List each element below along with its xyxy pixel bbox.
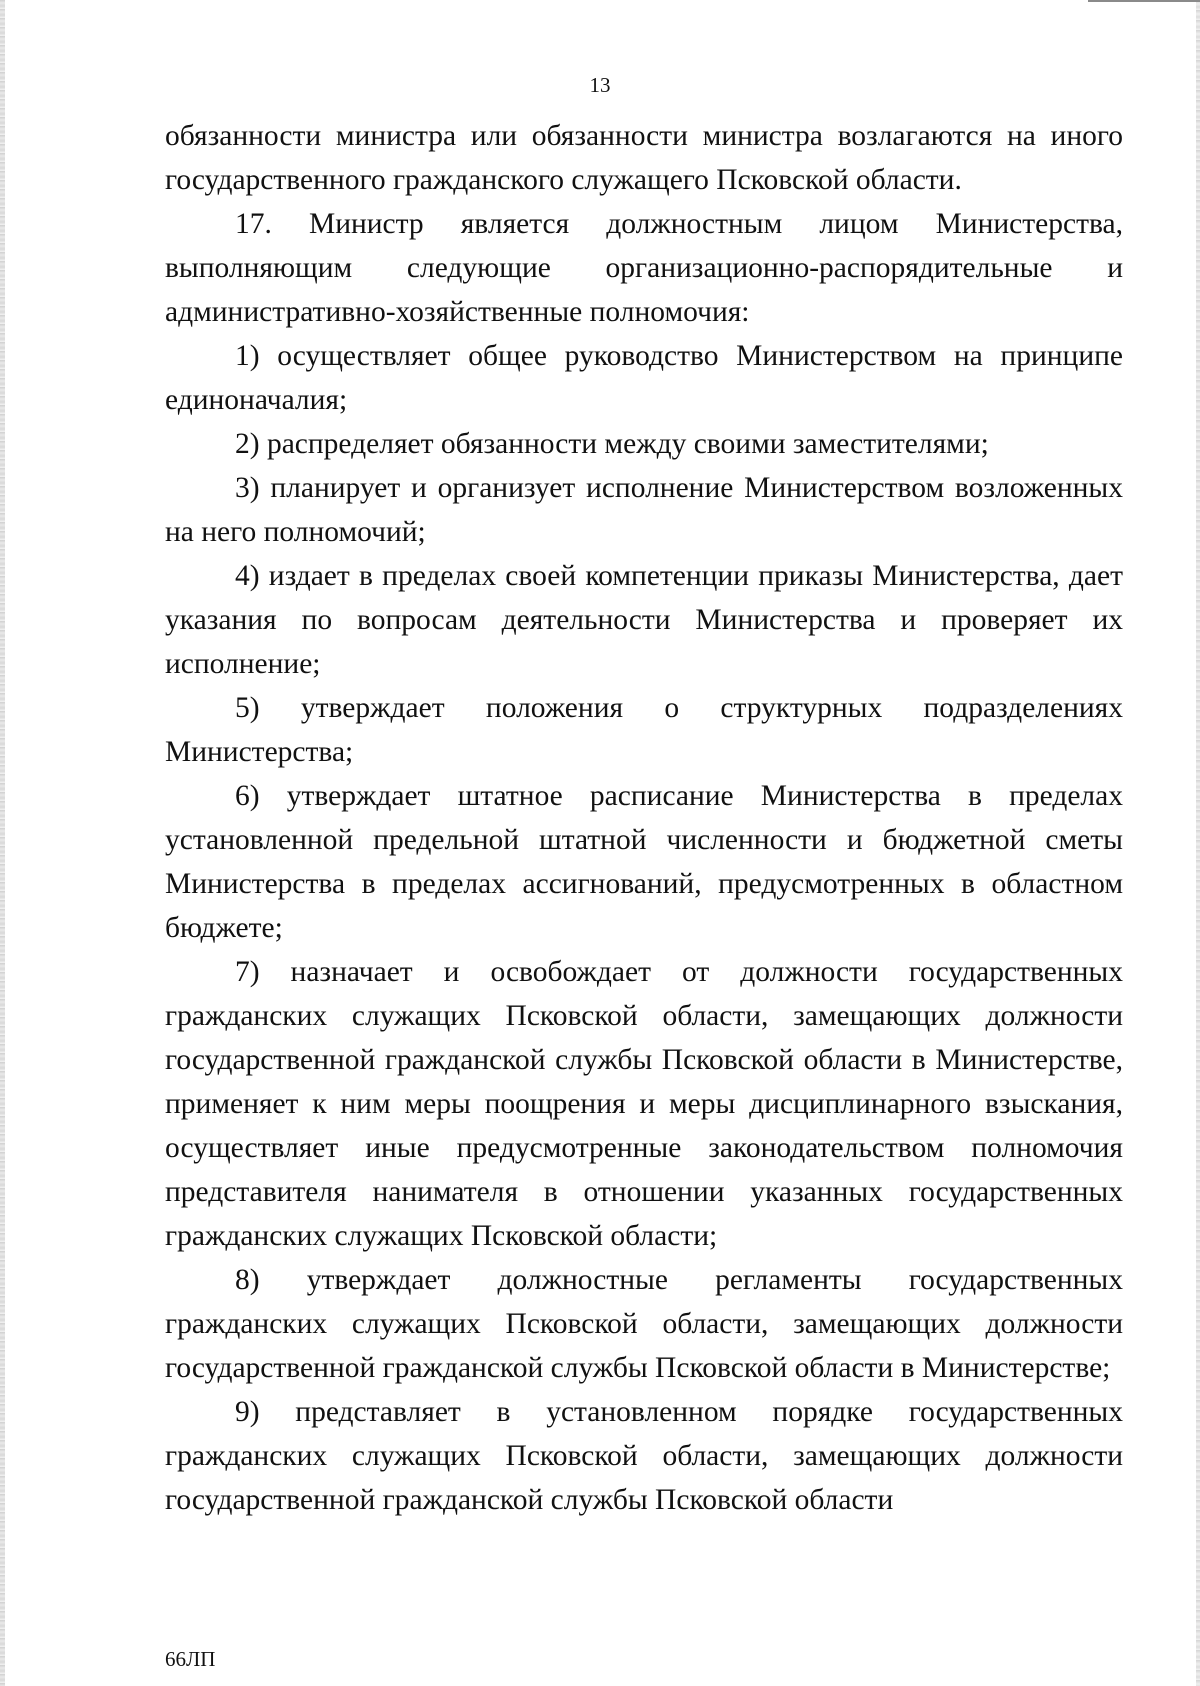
paragraph-item-2: 2) распределяет обязанности между своими заместителями; — [235, 428, 989, 460]
paragraph-clause-17: 17. Министр является должностным лицом Министерства, выполняющим следующие организационно-распорядительные и административно-хозяйственные полномочия: — [165, 208, 1123, 328]
paragraph-item-1: 1) осуществляет общее руководство Министерством на принципе единоначалия; — [165, 340, 1123, 416]
scan-right-edge — [1196, 0, 1200, 1686]
scan-left-edge — [0, 0, 5, 1686]
paragraph-continuation: обязанности министра или обязанности министра возлагаются на иного государственного гражданского служащего Псковской области. — [165, 120, 1123, 196]
footer-document-code: 66ЛП — [165, 1647, 216, 1671]
document-body — [165, 114, 1123, 1522]
paragraph-item-9: 9) представляет в установленном порядке государственных гражданских служащих Псковской области, замещающих должности государственной гражданской службы Псковской области — [165, 1396, 1123, 1516]
paragraph-item-7: 7) назначает и освобождает от должности государственных гражданских служащих Псковской области, замещающих должности государственной гражданской службы Псковской области в Министерстве, применяет к ним меры поощрения и меры дисциплинарного взыскания, осуществляет иные предусмотренные законодательством полномочия представителя нанимателя в отношении указанных государственных гражданских служащих Псковской области; — [165, 956, 1123, 1252]
paragraph-item-8: 8) утверждает должностные регламенты государственных гражданских служащих Псковской области, замещающих должности государственной гражданской службы Псковской области в Министерстве; — [165, 1264, 1123, 1384]
paragraph-item-4: 4) издает в пределах своей компетенции приказы Министерства, дает указания по вопросам деятельности Министерства и проверяет их исполнение; — [165, 560, 1123, 680]
paragraph-item-3: 3) планирует и организует исполнение Министерством возложенных на него полномочий; — [165, 472, 1123, 548]
paragraph-item-6: 6) утверждает штатное расписание Министерства в пределах установленной предельной штатной численности и бюджетной сметы Министерства в пределах ассигнований, предусмотренных в областном бюджете; — [165, 780, 1123, 944]
paragraph-item-5: 5) утверждает положения о структурных подразделениях Министерства; — [165, 692, 1123, 768]
page-number: 13 — [589, 73, 611, 97]
scan-top-line — [1088, 0, 1200, 2]
